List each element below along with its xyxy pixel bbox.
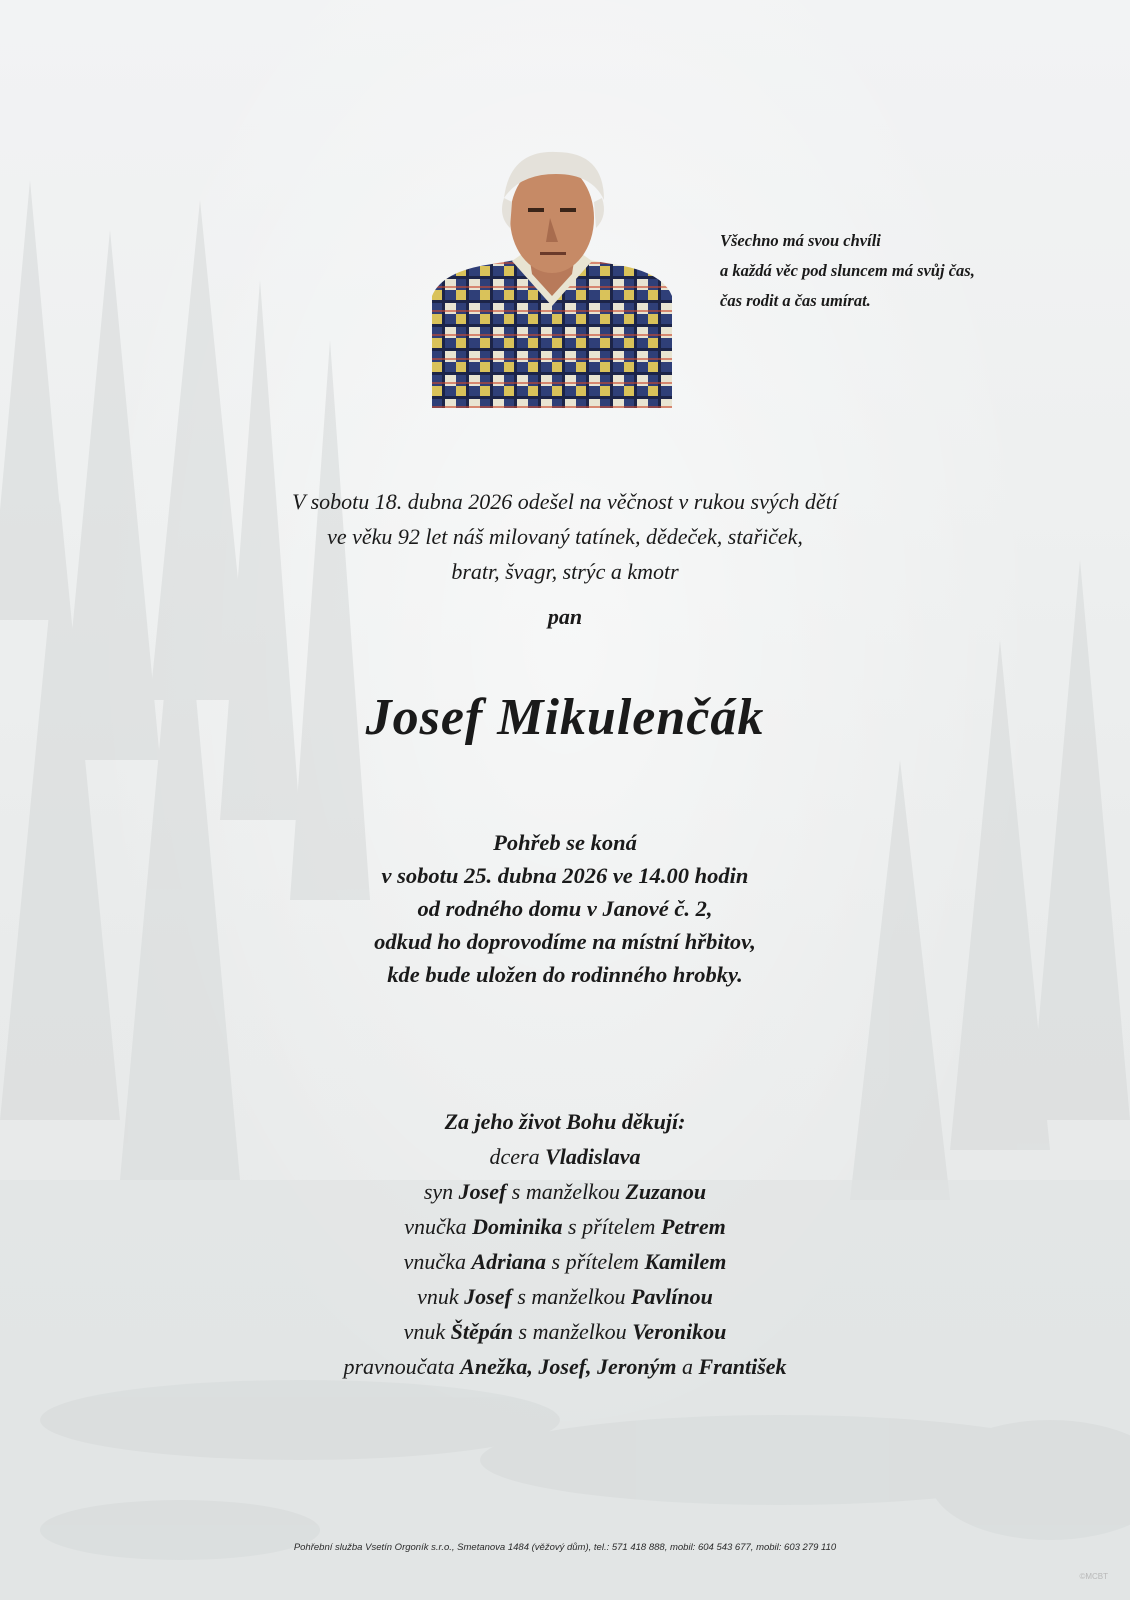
funeral-line: Pohřeb se koná	[493, 830, 637, 855]
relation-text: s přítelem	[562, 1214, 661, 1239]
relation-text: pravnoučata	[343, 1354, 461, 1379]
funeral-line: od rodného domu v Janové č. 2,	[417, 896, 713, 921]
mourner-name: František	[698, 1354, 787, 1379]
mourner-name: Anežka, Josef, Jeroným	[460, 1354, 677, 1379]
deceased-name: Josef Mikulenčák	[365, 689, 765, 746]
funeral-line: v sobotu 25. dubna 2026 ve 14.00 hodin	[381, 863, 749, 888]
relation-text: s manželkou	[506, 1179, 626, 1204]
relation-text: vnučka	[403, 1249, 472, 1274]
motto-line: Všechno má svou chvíli	[720, 231, 881, 250]
funeral-service-footer: Pohřební služba Vsetín Orgoník s.r.o., Smetanova 1484 (věžový dům), tel.: 571 418 888, mobil: 604 543 677, mobil: 603 279 110	[293, 1542, 837, 1553]
death-announcement	[0, 484, 1130, 589]
mourner-row	[0, 1139, 1130, 1174]
announcement-line: ve věku 92 let náš milovaný tatínek, dědeček, stařiček,	[327, 524, 803, 549]
mourner-name: Kamilem	[644, 1249, 727, 1274]
relation-text: syn	[423, 1179, 459, 1204]
relation-text: s přítelem	[546, 1249, 645, 1274]
mourner-row	[0, 1314, 1130, 1349]
mourner-row	[0, 1244, 1130, 1279]
relation-text: vnuk	[417, 1284, 465, 1309]
mourner-name: Vladislava	[545, 1144, 641, 1169]
mourner-name: Adriana	[471, 1249, 547, 1274]
funeral-line: odkud ho doprovodíme na místní hřbitov,	[374, 929, 756, 954]
motto-quote	[720, 226, 1100, 316]
mourner-row	[0, 1349, 1130, 1384]
mourner-name: Pavlínou	[630, 1284, 713, 1309]
relation-text: vnuk	[403, 1319, 451, 1344]
relation-text: dcera	[489, 1144, 546, 1169]
mourner-name: Dominika	[472, 1214, 563, 1239]
mourners-list	[0, 1104, 1130, 1384]
funeral-details	[0, 826, 1130, 991]
announcement-line: V sobotu 18. dubna 2026 odešel na věčnost v rukou svých dětí	[292, 489, 838, 514]
funeral-line: kde bude uložen do rodinného hrobky.	[387, 962, 743, 987]
relation-text: vnučka	[404, 1214, 473, 1239]
mourner-name: Petrem	[660, 1214, 726, 1239]
mourner-name: Zuzanou	[625, 1179, 707, 1204]
portrait-photo	[432, 146, 672, 408]
mourner-row	[0, 1279, 1130, 1314]
title-prefix: pan	[547, 604, 583, 629]
announcement-line: bratr, švagr, strýc a kmotr	[451, 559, 679, 584]
motto-line: čas rodit a čas umírat.	[720, 291, 871, 310]
mourner-row	[0, 1209, 1130, 1244]
mourner-name: Josef	[464, 1284, 512, 1309]
relation-text: a	[676, 1354, 699, 1379]
mourner-name: Štěpán	[450, 1319, 514, 1344]
relation-text: s manželkou	[511, 1284, 631, 1309]
motto-line: a každá věc pod sluncem má svůj čas,	[720, 261, 975, 280]
mourner-name: Veronikou	[632, 1319, 727, 1344]
mourner-row	[0, 1174, 1130, 1209]
mourner-name: Josef	[458, 1179, 507, 1204]
mourners-header: Za jeho život Bohu děkují:	[444, 1109, 686, 1134]
relation-text: s manželkou	[513, 1319, 633, 1344]
copyright-mark: ©MCBT	[1079, 1572, 1108, 1581]
